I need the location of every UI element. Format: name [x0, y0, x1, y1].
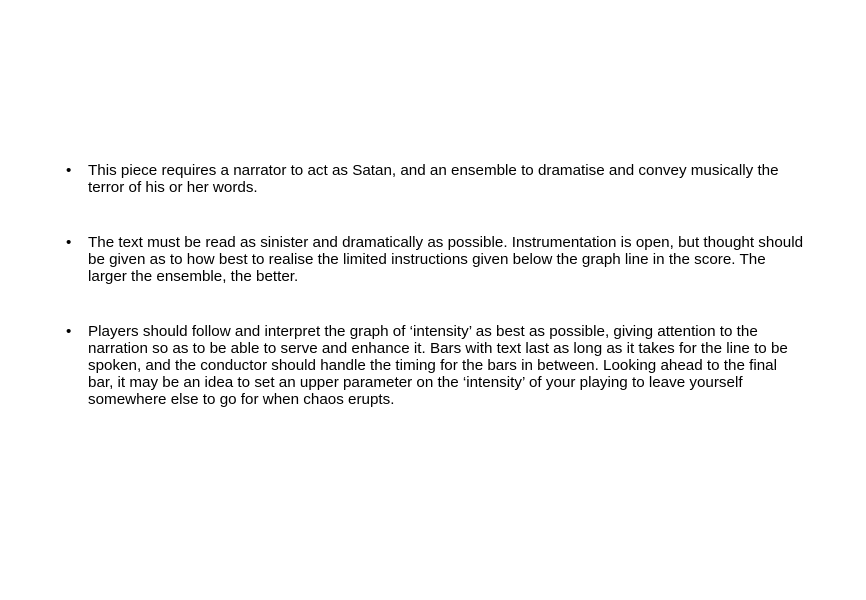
bullet-icon: •	[66, 234, 72, 251]
list-item	[66, 162, 806, 196]
note-text-instrumentation: The text must be read as sinister and dramatically as possible. Instrumentation is open, but thought should be given as to how best to realise the limited instructions given below the graph line in the score. The larger the ensemble, the better.	[88, 234, 804, 285]
performance-notes-list	[66, 162, 806, 408]
bullet-icon: •	[66, 323, 72, 340]
note-text-narrator: This piece requires a narrator to act as Satan, and an ensemble to dramatise and convey musically the terror of his or her words.	[88, 162, 779, 196]
list-item	[66, 323, 806, 408]
note-text-intensity: Players should follow and interpret the graph of ‘intensity’ as best as possible, giving attention to the narration so as to be able to serve and enhance it. Bars with text last as long as it takes for the line to be spoken, and the conductor should handle the timing for the bars in between. Looking ahead to the final bar, it may be an idea to set an upper parameter on the ‘intensity’ of your playing to leave yourself somewhere else to go for when chaos erupts.	[88, 323, 788, 408]
list-item	[66, 234, 806, 285]
bullet-icon: •	[66, 162, 72, 179]
